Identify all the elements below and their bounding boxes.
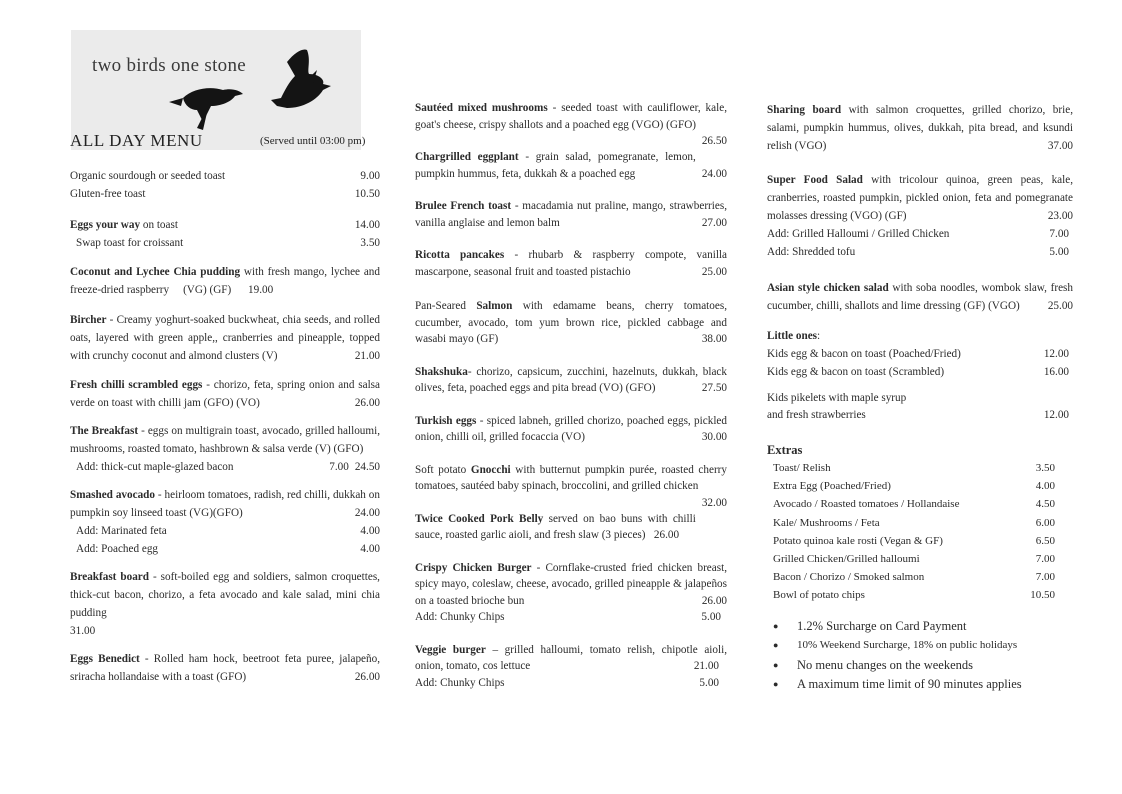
item-description: on toast (140, 219, 178, 231)
extra-item (773, 532, 1073, 550)
item-price: 31.00 (70, 625, 96, 637)
item-price: 12.00 (1043, 348, 1069, 360)
addon-price: 7.00 (1049, 228, 1069, 240)
item-name: Salmon (476, 300, 513, 312)
menu-column-1 (70, 167, 380, 686)
extra-item (773, 550, 1073, 568)
menu-addon (415, 609, 727, 626)
item-name: Eggs your way (70, 219, 141, 231)
item-price: 26.50 (701, 135, 727, 147)
item-description: - spiced labneh, grilled chorizo, poached eggs, pickled onion, chilli oil, grilled focaccia (VO) (415, 414, 727, 443)
extra-name: Avocado / Roasted tomatoes / Hollandaise (773, 498, 960, 511)
item-description: – grilled halloumi, tomato relish, chipotle aioli, onion, tomato, cos lettuce (415, 643, 728, 672)
item-description: - grain salad, pomegranate, lemon, pumpkin hummus, feta, dukkah & a poached egg (415, 151, 696, 180)
extra-name: Bacon / Chorizo / Smoked salmon (773, 571, 925, 584)
item-price: 30.00 (701, 431, 727, 443)
menu-column-3 (767, 101, 1073, 695)
menu-item (70, 650, 380, 686)
bullet-icon: ● (773, 659, 779, 670)
menu-addon (767, 243, 1073, 261)
item-price: 19.00 (248, 284, 274, 296)
menu-item (415, 364, 727, 397)
item-name: Fresh chilli scrambled eggs (70, 379, 203, 391)
extra-price: 7.00 (1035, 553, 1055, 566)
item-name: Super Food Salad (767, 174, 863, 186)
kids-section-title: Little ones: (767, 330, 821, 342)
item-price: 14.00 (354, 219, 380, 231)
item-price: 27.50 (701, 382, 727, 394)
menu-item (70, 167, 380, 185)
item-description: with salmon croquettes, grilled chorizo, brie, salami, pumpkin hummus, olives, dukkah, pita bread, and ksundi relish (VGO) (767, 104, 1073, 152)
item-name: Breakfast board (70, 571, 149, 583)
item-price: 10.50 (354, 188, 380, 200)
menu-item (70, 311, 380, 365)
addon-name: Add: Chunky Chips (415, 676, 505, 689)
item-description: - Rolled ham hock, beetroot feta puree, jalapeño, sriracha hollandaise with a toast (GFO) (70, 653, 380, 683)
extra-price: 6.50 (1035, 534, 1055, 547)
logo-text: two birds one stone (92, 55, 246, 76)
policy-note (767, 636, 1073, 656)
item-name: Gluten-free toast (70, 188, 146, 200)
note-text: 1.2% Surcharge on Card Payment (797, 618, 967, 633)
extra-item (773, 586, 1073, 604)
menu-item (767, 363, 1073, 381)
extra-price: 6.00 (1035, 516, 1055, 529)
note-text: 10% Weekend Surcharge, 18% on public holidays (797, 639, 1018, 652)
extra-price: 10.50 (1030, 589, 1055, 602)
extra-name: Extra Egg (Poached/Fried) (773, 480, 891, 493)
menu-item (70, 568, 380, 640)
item-price: 26.00 (354, 671, 380, 683)
item-name: Eggs Benedict (70, 653, 140, 665)
addon-name: Add: Marinated feta (76, 525, 167, 537)
item-description: - chorizo, capsicum, zucchini, hazelnuts, dukkah, black olives, feta, poached eggs and pita bread (VO) (GFO) (415, 365, 727, 394)
menu-item (767, 101, 1073, 155)
addon-name: Add: thick-cut maple-glazed bacon (76, 461, 234, 473)
extra-item (773, 514, 1073, 532)
addon-name: Add: Poached egg (76, 543, 159, 555)
item-description: with fresh mango, lychee and freeze-dried raspberry (70, 266, 380, 296)
addon-price: 5.00 (1049, 246, 1069, 258)
extra-name: Grilled Chicken/Grilled halloumi (773, 553, 920, 566)
addon-name: Add: Shredded tofu (767, 246, 856, 258)
item-name: Shakshuka (415, 365, 468, 378)
extra-price: 7.00 (1035, 571, 1055, 584)
item-price: 37.00 (1047, 140, 1073, 152)
bullet-icon: ● (773, 640, 779, 651)
menu-title: ALL DAY MENU (70, 131, 203, 150)
item-price: 26.00 (701, 594, 727, 607)
item-price: 21.00 (693, 660, 719, 672)
item-description: with tricolour quinoa, green peas, kale, cranberries, roasted pumpkin, pickled onion, feta and pomegranate molasses dressing (VGO) (GF) (767, 174, 1073, 222)
menu-item (415, 413, 727, 446)
menu-item (415, 149, 727, 182)
menu-item (767, 171, 1073, 225)
item-description: - macadamia nut praline, mango, strawberries, vanilla anglaise and lemon balm (415, 200, 727, 229)
menu-addon (70, 522, 380, 540)
menu-addon (415, 675, 727, 692)
item-price: 32.00 (701, 496, 727, 509)
policy-notes (767, 617, 1073, 695)
addon-price: 4.00 (360, 543, 380, 555)
menu-item (767, 279, 1073, 315)
menu-item (767, 345, 1073, 363)
served-hours: (Served until 03:00 pm) (260, 135, 366, 147)
extra-price: 4.50 (1035, 498, 1055, 511)
extras-list (767, 459, 1073, 605)
menu-item (415, 511, 727, 544)
item-name: Twice Cooked Pork Belly (415, 512, 544, 525)
item-description: - eggs on multigrain toast, avocado, grilled halloumi, mushrooms, roasted tomato, hashbrown & salsa verde (V) (GFO) (70, 425, 380, 455)
menu-addon (767, 225, 1073, 243)
item-name: Sharing board (767, 104, 842, 116)
item-name: Asian style chicken salad (767, 282, 889, 294)
item-description: - seeded toast with cauliflower, kale, goat's cheese, crispy shallots and a poached egg (VGO) (GFO) (415, 102, 727, 131)
item-description: - soft-boiled egg and soldiers, salmon croquettes, thick-cut bacon, chorizo, a feta avocado and kale salad, mini chia pudding (70, 571, 380, 619)
item-prefix: Pan-Seared (415, 300, 477, 312)
menu-item (70, 376, 380, 412)
item-price: 25.00 (701, 265, 727, 278)
item-description: served on bao buns with chilli sauce, roasted garlic aioli, and fresh slaw (3 pieces) (415, 512, 696, 541)
item-price: 24.00 (354, 507, 380, 519)
item-price: 16.00 (1043, 366, 1069, 378)
item-description: - Creamy yoghurt-soaked buckwheat, chia seeds, and rolled oats, layered with green apple,, cranberries and pineapple, topped with crunchy coconut and almond clusters (V) (70, 314, 380, 362)
item-description: - Cornflake-crusted fried chicken breast, spicy mayo, coleslaw, cheese, avocado, grilled pineapple & jalapeños on a toasted brioche bun (415, 561, 728, 607)
policy-note (767, 675, 1073, 695)
extra-item (773, 568, 1073, 586)
item-price: 21.00 (354, 350, 380, 362)
item-name: Turkish eggs (415, 414, 477, 427)
menu-item (415, 100, 727, 147)
menu-column-2 (415, 100, 727, 691)
item-description: - chorizo, feta, spring onion and salsa verde on toast with chilli jam (GFO) (VO) (70, 379, 380, 409)
item-name: Kids egg & bacon on toast (Scrambled) (767, 366, 945, 378)
addon-name: Add: Chunky Chips (415, 611, 505, 623)
item-price: 26.00 (354, 397, 380, 409)
menu-item (70, 263, 380, 299)
item-name: Chargrilled eggplant (415, 151, 519, 163)
item-name: Gnocchi (470, 463, 511, 476)
menu-addon (70, 234, 380, 252)
menu-item (415, 247, 727, 280)
menu-item (415, 642, 727, 675)
item-name: Sautéed mixed mushrooms (415, 102, 548, 114)
bullet-icon: ● (773, 679, 779, 690)
item-price: 25.00 (1047, 300, 1073, 312)
policy-note (767, 617, 1073, 637)
item-price: 24.50 (354, 461, 380, 473)
item-description: with butternut pumpkin purée, roasted cherry tomatoes, sautéed baby spinach, broccolini, and grilled chicken (415, 463, 727, 492)
note-text: No menu changes on the weekends (797, 657, 973, 672)
extra-name: Bowl of potato chips (773, 589, 865, 602)
item-price: 23.00 (1047, 210, 1073, 222)
extra-name: Toast/ Relish (773, 462, 831, 474)
extra-item (773, 495, 1073, 513)
item-prefix: Soft potato (415, 463, 471, 476)
section-title: Little ones (767, 330, 818, 342)
extra-item (773, 459, 1073, 477)
menu-item (415, 198, 727, 231)
item-price: 38.00 (701, 333, 727, 345)
addon-price: 7.00 (329, 461, 349, 473)
item-name: Ricotta pancakes (415, 249, 505, 261)
menu-item (767, 390, 1073, 423)
addon-price: 5.00 (699, 676, 719, 689)
item-price: 26.00 (653, 529, 680, 541)
addon-price: 3.50 (360, 237, 380, 249)
extra-item (773, 477, 1073, 495)
menu-item (415, 560, 727, 610)
menu-addon (70, 540, 380, 558)
item-name: Crispy Chicken Burger (415, 561, 532, 574)
item-description: with edamame beans, cherry tomatoes, cucumber, avocado, tom yum brown rice, pickled cabbage and wasabi mayo (GF) (415, 300, 727, 345)
addon-price: 5.00 (701, 611, 721, 623)
item-name: Bircher (70, 314, 107, 326)
item-name: Kids pikelets with maple syrup (767, 392, 907, 404)
item-tags: (VG) (GF) (183, 284, 232, 296)
item-description: - heirloom tomatoes, radish, red chilli, dukkah on pumpkin soy linseed toast (VG)(GFO) (70, 489, 380, 519)
item-name: Kids egg & bacon on toast (Poached/Fried) (767, 348, 961, 360)
item-name: Brulee French toast (415, 200, 512, 212)
extra-name: Potato quinoa kale rosti (Vegan & GF) (773, 534, 943, 547)
item-name: Veggie burger (415, 643, 486, 656)
addon-name: Swap toast for croissant (76, 237, 184, 249)
addon-name: Add: Grilled Halloumi / Grilled Chicken (767, 228, 950, 240)
item-name: Coconut and Lychee Chia pudding (70, 266, 241, 278)
item-name: The Breakfast (70, 425, 139, 437)
menu-item (415, 462, 727, 509)
item-description: - rhubarb & raspberry compote, vanilla mascarpone, seasonal fruit and toasted pistachio (415, 249, 727, 278)
item-price: 27.00 (701, 216, 727, 229)
item-name: Smashed avocado (70, 489, 155, 501)
item-price: 12.00 (1043, 408, 1069, 421)
menu-item (70, 185, 380, 203)
extras-title: Extras (767, 443, 803, 457)
item-name-cont: and fresh strawberries (767, 408, 866, 421)
policy-note (767, 656, 1073, 676)
extra-price: 3.50 (1035, 462, 1055, 474)
item-name: Organic sourdough or seeded toast (70, 170, 226, 182)
note-text: A maximum time limit of 90 minutes applies (797, 677, 1022, 692)
menu-item (70, 486, 380, 522)
item-price: 24.00 (701, 167, 727, 180)
item-price: 9.00 (360, 170, 380, 182)
extra-price: 4.00 (1035, 480, 1055, 493)
menu-item (415, 298, 727, 348)
item-description: with soba noodles, wombok slaw, fresh cucumber, chilli, shallots and lime dressing (GF) (VGO) (767, 282, 1073, 312)
bullet-icon: ● (773, 620, 779, 631)
addon-price: 4.00 (360, 525, 380, 537)
menu-addon (70, 458, 349, 476)
menu-item (70, 216, 380, 234)
extra-name: Kale/ Mushrooms / Feta (773, 516, 880, 529)
